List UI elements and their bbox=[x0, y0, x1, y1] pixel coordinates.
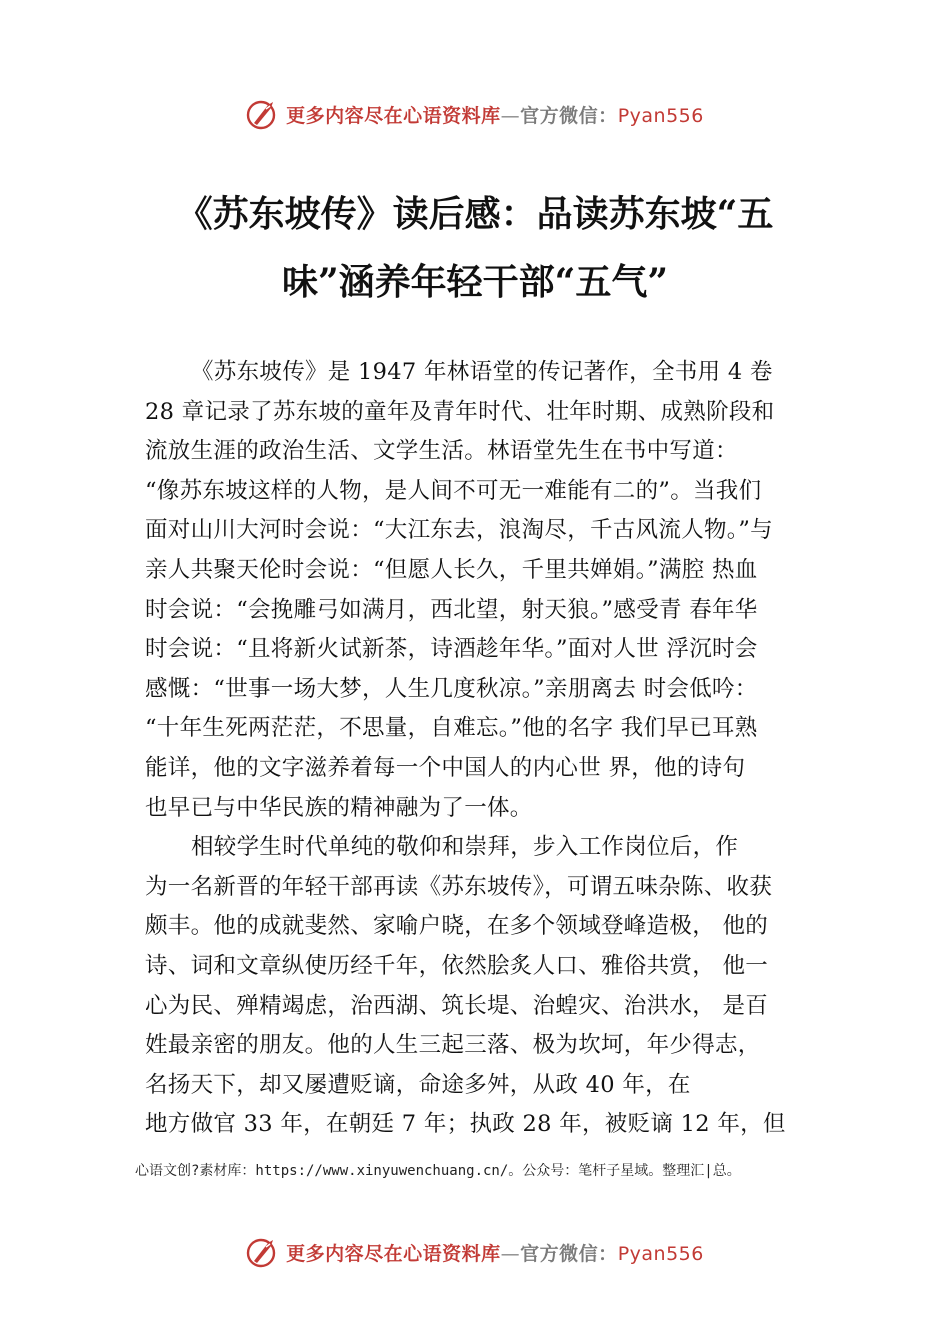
body-line: 流放生涯的政治生活、文学生活。林语堂先生在书中写道： bbox=[145, 438, 738, 465]
body-line: 地方做官 33 年，在朝廷 7 年；执政 28 年，被贬谪 12 年，但 bbox=[145, 1111, 786, 1138]
article-body bbox=[145, 353, 835, 1145]
pen-logo-icon bbox=[246, 97, 280, 131]
title-line-1: 《苏东坡传》读后感：品读苏东坡“五 bbox=[176, 193, 774, 235]
body-line: 面对山川大河时会说：“大江东去，浪淘尽，千古风流人物。”与 bbox=[145, 517, 773, 544]
watermark-text bbox=[286, 1239, 704, 1266]
body-line: 为一名新晋的年轻干部再读《苏东坡传》，可谓五味杂陈、收获 bbox=[145, 873, 773, 900]
body-line: 相较学生时代单纯的敬仰和崇拜，步入工作岗位后，作 bbox=[191, 834, 739, 861]
pen-logo-icon bbox=[246, 1235, 280, 1269]
watermark-wechat-id: Pyan556 bbox=[617, 1242, 704, 1265]
watermark-official: 官方微信： bbox=[520, 104, 618, 127]
body-line: 姓最亲密的朋友。他的人生三起三落、极为坎坷，年少得志， bbox=[145, 1032, 761, 1059]
body-line: “像苏东坡这样的人物，是人间不可无一难能有二的”。当我们 bbox=[145, 477, 762, 504]
body-line: 28 章记录了苏东坡的童年及青年时代、壮年时期、成熟阶段和 bbox=[145, 398, 775, 425]
body-line: 时会说：“且将新火试新茶，诗酒趁年华。”面对人世 浮沉时会 bbox=[145, 636, 758, 663]
body-line: 心为民、殚精竭虑，治西湖、筑长堤、治蝗灾、治洪水， 是百 bbox=[145, 992, 769, 1019]
watermark-top bbox=[0, 94, 950, 134]
body-line: 也早已与中华民族的精神融为了一体。 bbox=[145, 794, 533, 821]
watermark-prefix: 更多内容尽在心语资料库 bbox=[286, 1242, 501, 1265]
body-line: 诗、词和文章纵使历经千年，依然脍炙人口、雅俗共赏， 他一 bbox=[145, 952, 769, 979]
source-footer-note: 心语文创?素材库：https://www.xinyuwenchuang.cn/。公众号：笔杆子星域。整理汇|总。 bbox=[135, 1163, 741, 1179]
watermark-bottom bbox=[0, 1232, 950, 1272]
document-title bbox=[100, 180, 850, 316]
body-line: 感慨：“世事一场大梦，人生几度秋凉。”亲朋离去 时会低吟： bbox=[145, 675, 758, 702]
watermark-separator: — bbox=[500, 104, 521, 127]
title-line-2: 味”涵养年轻干部“五气” bbox=[281, 261, 669, 303]
watermark-text bbox=[286, 101, 704, 128]
body-line: 时会说：“会挽雕弓如满月，西北望，射天狼。”感受青 春年华 bbox=[145, 596, 758, 623]
watermark-wechat-id: Pyan556 bbox=[617, 104, 704, 127]
body-line: 《苏东坡传》是 1947 年林语堂的传记著作，全书用 4 卷 bbox=[191, 359, 773, 385]
body-line: 颇丰。他的成就斐然、家喻户晓，在多个领域登峰造极， 他的 bbox=[145, 913, 769, 940]
watermark-prefix: 更多内容尽在心语资料库 bbox=[286, 104, 501, 127]
watermark-separator: — bbox=[500, 1242, 521, 1265]
watermark-official: 官方微信： bbox=[520, 1242, 618, 1265]
body-line: 亲人共聚天伦时会说：“但愿人长久，千里共婵娟。”满腔 热血 bbox=[145, 556, 758, 583]
body-line: 能详，他的文字滋养着每一个中国人的内心世 界，他的诗句 bbox=[145, 754, 746, 781]
body-line: 名扬天下，却又屡遭贬谪，命途多舛，从政 40 年，在 bbox=[145, 1071, 691, 1098]
body-line: “十年生死两茫茫，不思量，自难忘。”他的名字 我们早已耳熟 bbox=[145, 715, 758, 742]
